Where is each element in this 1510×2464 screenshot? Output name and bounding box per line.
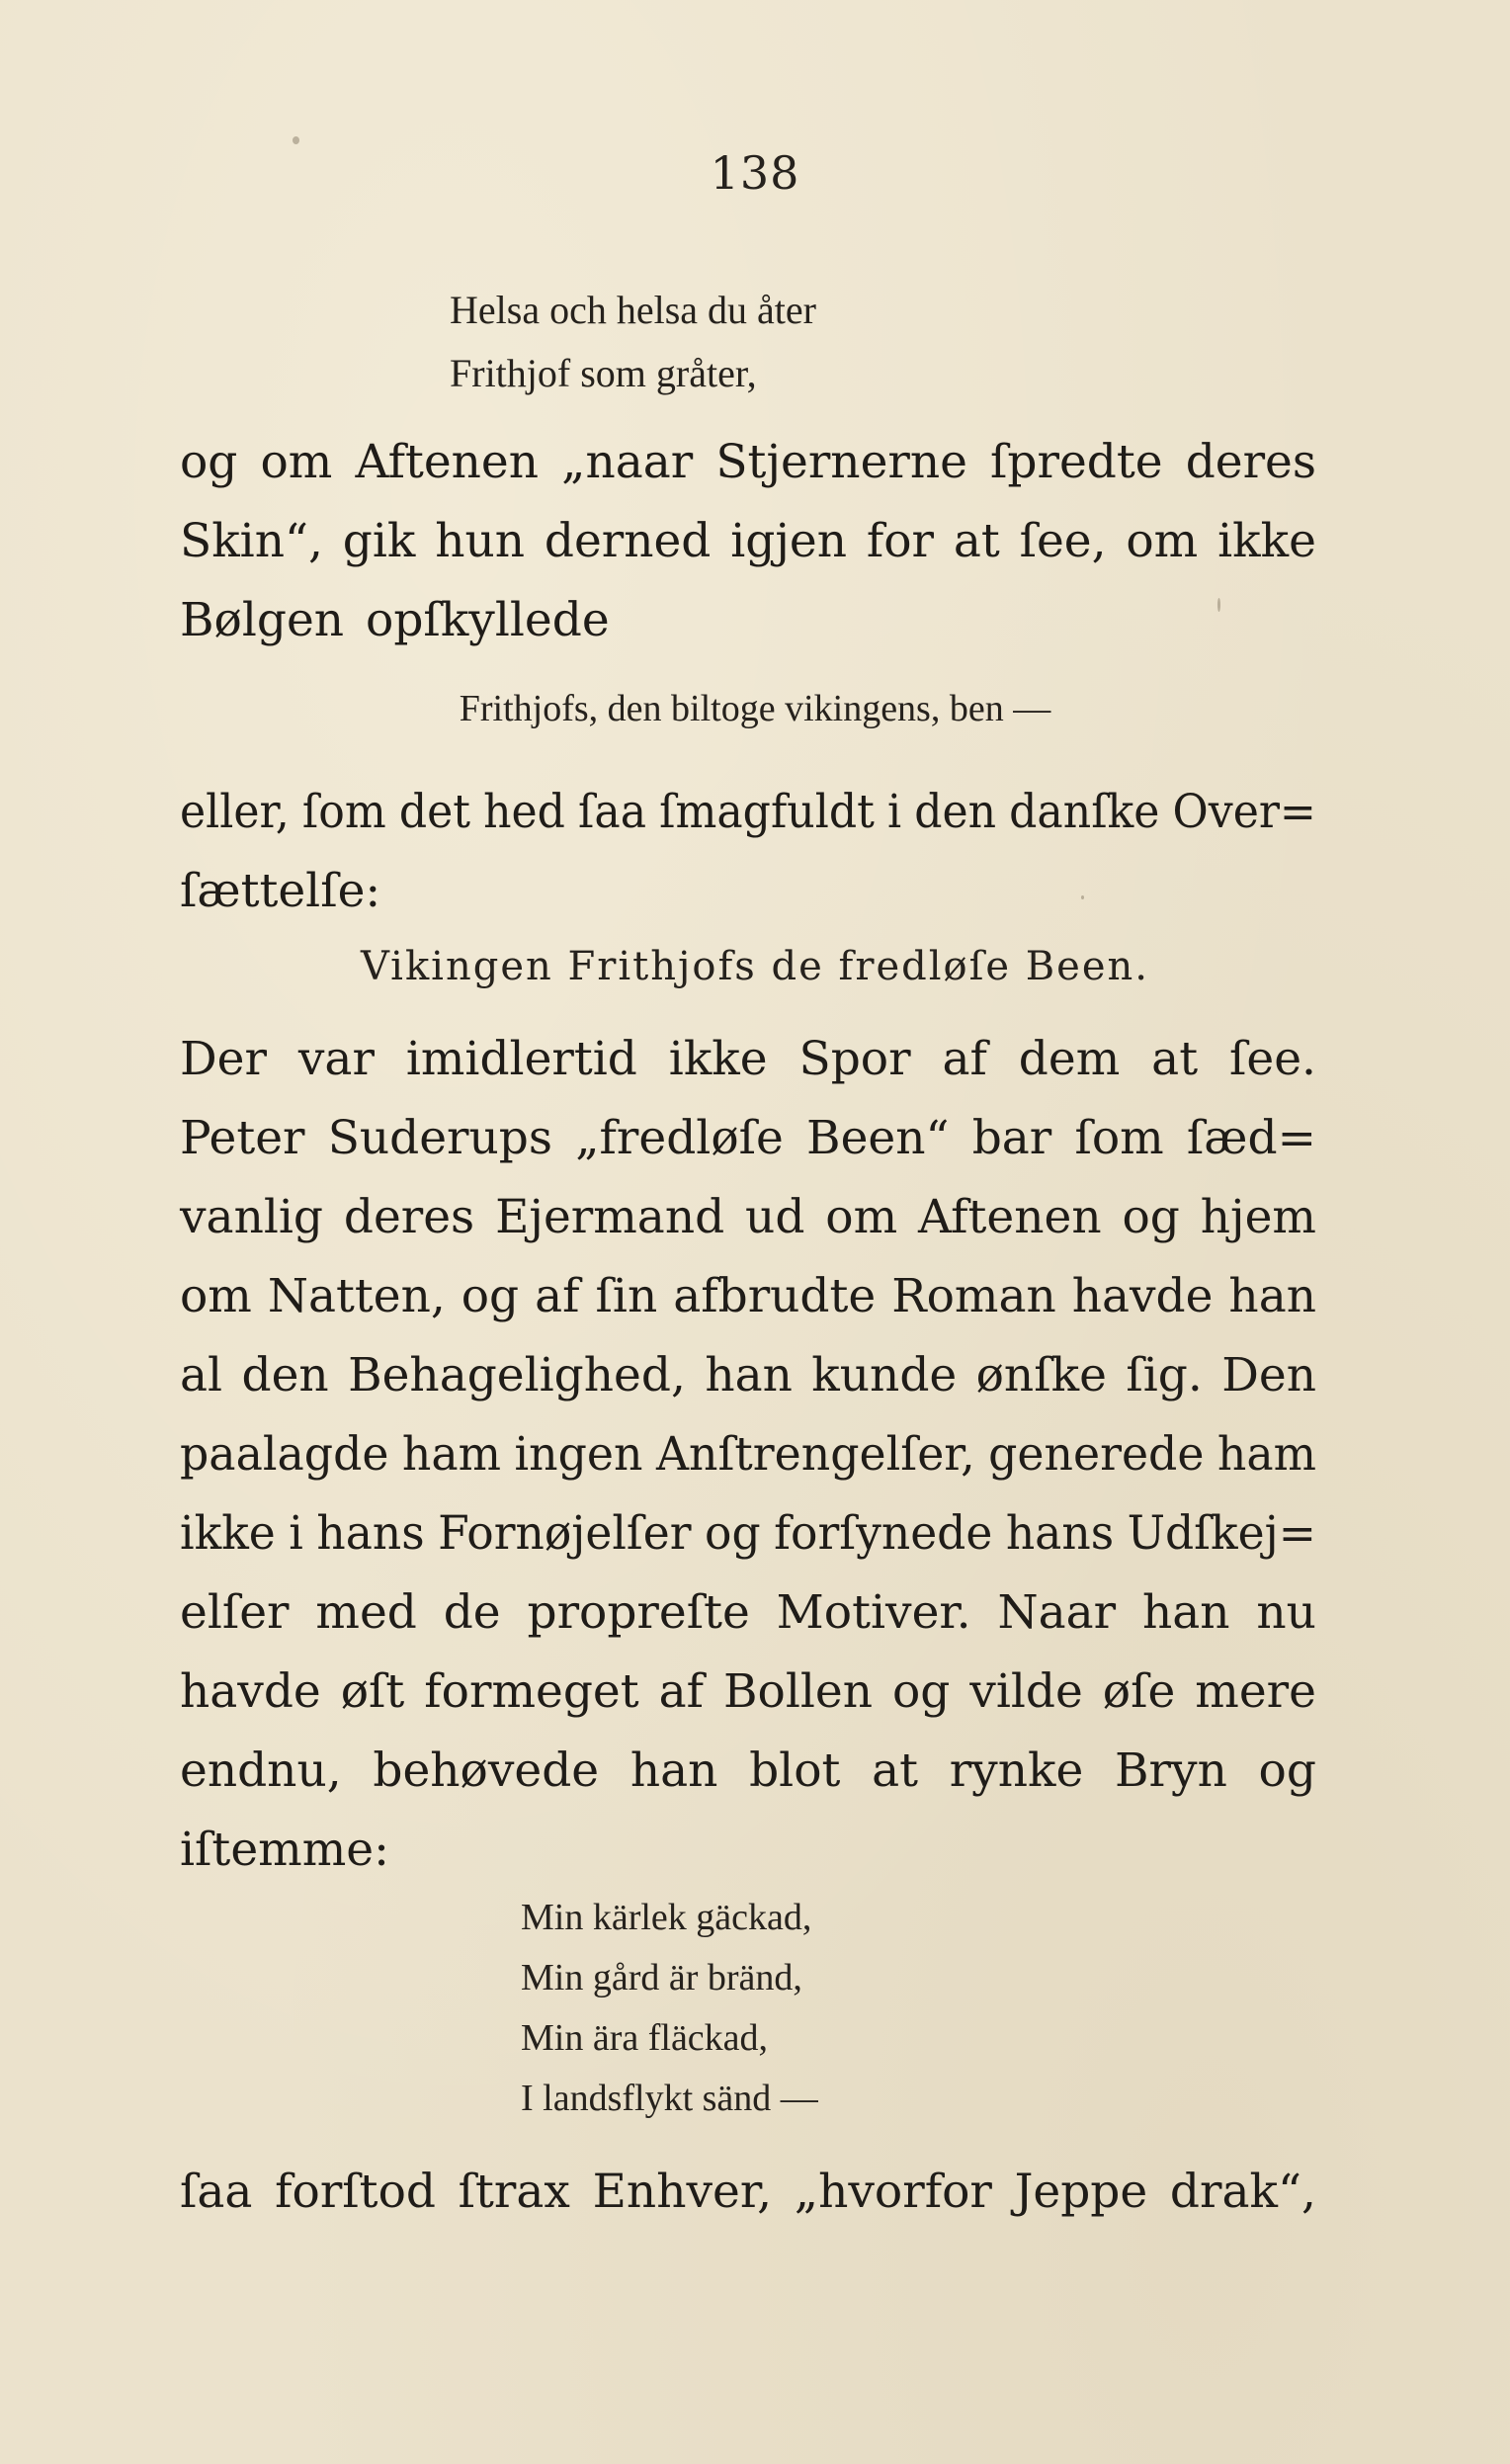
- word: og: [705, 1506, 761, 1561]
- text-line: [180, 1257, 1316, 1336]
- text-line: [180, 1415, 1316, 1494]
- word: Bollen: [722, 1664, 873, 1719]
- word: Motiver.: [776, 1585, 971, 1640]
- text-line: [180, 423, 1316, 502]
- verse-line: Helsa och helsa du åter: [450, 288, 816, 332]
- verse-line: Min ära fläckad,: [521, 2017, 769, 2059]
- word: at: [872, 1743, 919, 1798]
- word: i: [886, 785, 902, 839]
- word: drak“,: [1169, 2165, 1316, 2219]
- text-line: [180, 773, 1316, 852]
- word: mere: [1195, 1664, 1316, 1719]
- word: Spor: [798, 1032, 911, 1086]
- word: han: [1141, 1585, 1230, 1640]
- text-line: [180, 1020, 1316, 1099]
- word: bar: [971, 1111, 1052, 1165]
- swedish-verse-2: [521, 1888, 818, 2129]
- word: Aftenen: [918, 1190, 1102, 1244]
- word: havde: [180, 1664, 321, 1719]
- word: vilde: [969, 1664, 1083, 1719]
- word: „naar: [561, 435, 694, 489]
- paragraph-1: [180, 423, 1316, 660]
- word: ikke: [668, 1032, 768, 1086]
- word: ingen: [514, 1427, 643, 1482]
- word: ſættelſe:: [180, 864, 381, 918]
- text-line: [180, 1494, 1316, 1573]
- word: vanlig: [180, 1190, 323, 1244]
- paper-spot: [1081, 895, 1084, 899]
- word: Roman: [891, 1269, 1056, 1323]
- word: „hvorfor: [794, 2165, 992, 2219]
- word: ham: [1216, 1427, 1317, 1482]
- word: ſaa: [180, 2165, 253, 2219]
- word: Ejermand: [495, 1190, 725, 1244]
- word: at: [1151, 1032, 1199, 1086]
- word: Suderups: [327, 1111, 552, 1165]
- word: Bølgen: [180, 593, 345, 647]
- word: afbrudte: [673, 1269, 877, 1323]
- text-line: [180, 502, 1316, 581]
- word: Anſtrengelſer,: [655, 1427, 975, 1482]
- word: han: [629, 1743, 718, 1798]
- word: om: [180, 1269, 252, 1323]
- word: generede: [988, 1427, 1205, 1482]
- word: Jeppe: [1014, 2165, 1148, 2219]
- quoted-verse-line: Frithjofs, den biltoge vikingens, ben —: [459, 688, 1051, 729]
- word: hans: [316, 1506, 425, 1561]
- text-line: [180, 2153, 1316, 2232]
- word: „fredløſe: [575, 1111, 784, 1165]
- word: ſmagfuldt: [659, 785, 875, 839]
- word: øſe: [1102, 1664, 1176, 1719]
- word: dem: [1018, 1032, 1121, 1086]
- word: øſt: [340, 1664, 405, 1719]
- word: iſtemme:: [180, 1823, 389, 1877]
- word: al: [180, 1348, 223, 1402]
- word: Natten,: [267, 1269, 446, 1323]
- word: blot: [749, 1743, 841, 1798]
- text-line: [180, 581, 1316, 660]
- word: Fornøjelſer: [438, 1506, 692, 1561]
- word: formeget: [424, 1664, 639, 1719]
- word: derned: [544, 514, 712, 568]
- verse-line: Frithjof som gråter,: [450, 351, 757, 395]
- paper-spot: [1217, 598, 1220, 612]
- word: ønſke: [975, 1348, 1107, 1402]
- word: deres: [343, 1190, 475, 1244]
- word: og: [1258, 1743, 1316, 1798]
- word: propreſte: [527, 1585, 750, 1640]
- text-line: [180, 1099, 1316, 1178]
- word: nu: [1256, 1585, 1316, 1640]
- word: ſom: [1074, 1111, 1164, 1165]
- word: ikke: [1217, 514, 1316, 568]
- text-line: [180, 1336, 1316, 1415]
- word: ſee,: [1019, 514, 1107, 568]
- word: af: [535, 1269, 580, 1323]
- paragraph-3: [180, 1020, 1316, 1890]
- word: de: [443, 1585, 501, 1640]
- word: endnu,: [180, 1743, 342, 1798]
- word: ſtrax: [458, 2165, 570, 2219]
- text-line: [180, 1573, 1316, 1653]
- word: Naar: [997, 1585, 1117, 1640]
- word: om: [825, 1190, 898, 1244]
- word: Peter: [180, 1111, 305, 1165]
- word: for: [866, 514, 935, 568]
- word: ſin: [595, 1269, 658, 1323]
- word: ſee.: [1229, 1032, 1316, 1086]
- word: og: [461, 1269, 520, 1323]
- word: med: [315, 1585, 417, 1640]
- word: Udſkej=: [1127, 1506, 1316, 1561]
- word: ham: [401, 1427, 502, 1482]
- word: at: [953, 514, 1000, 568]
- verse-line: I landsflykt sänd —: [521, 2078, 818, 2119]
- word: af: [658, 1664, 705, 1719]
- word: om: [260, 435, 333, 489]
- paper-spot: [293, 136, 299, 144]
- word: elſer: [180, 1585, 290, 1640]
- word: den: [241, 1348, 329, 1402]
- word: hed: [483, 785, 565, 839]
- verse-line: Min kärlek gäckad,: [521, 1897, 812, 1938]
- word: af: [942, 1032, 987, 1086]
- word: hjem: [1200, 1190, 1316, 1244]
- word: det: [398, 785, 470, 839]
- word: forſynede: [774, 1506, 993, 1561]
- word: Enhver,: [592, 2165, 773, 2219]
- verse-line: Min gård är bränd,: [521, 1957, 802, 1998]
- word: paalagde: [180, 1427, 389, 1482]
- word: ſaa: [578, 785, 647, 839]
- word: Skin“,: [180, 514, 323, 568]
- word: opſkyllede: [366, 593, 610, 647]
- word: Bryn: [1115, 1743, 1227, 1798]
- word: igjen: [730, 514, 848, 568]
- word: Der: [180, 1032, 267, 1086]
- word: forſtod: [275, 2165, 436, 2219]
- paragraph-2: [180, 773, 1316, 931]
- word: ikke: [180, 1506, 276, 1561]
- word: eller,: [180, 785, 290, 839]
- word: rynke: [949, 1743, 1084, 1798]
- word: ſæd=: [1186, 1111, 1316, 1165]
- word: den: [914, 785, 997, 839]
- word: Aftenen: [355, 435, 540, 489]
- word: Been“: [806, 1111, 950, 1165]
- text-line: [180, 1653, 1316, 1732]
- word: Den: [1221, 1348, 1316, 1402]
- word: om: [1126, 514, 1199, 568]
- word: Over=: [1172, 785, 1316, 839]
- word: ſom: [301, 785, 386, 839]
- text-line: [180, 852, 1316, 931]
- word: hans: [1005, 1506, 1115, 1561]
- word: ſpredte: [990, 435, 1163, 489]
- word: hun: [435, 514, 526, 568]
- word: gik: [342, 514, 416, 568]
- word: Stjernerne: [715, 435, 967, 489]
- word: havde: [1071, 1269, 1214, 1323]
- text-line: [180, 1811, 1316, 1890]
- word: danſke: [1009, 785, 1160, 839]
- word: imidlertid: [405, 1032, 637, 1086]
- page-number: 138: [710, 146, 800, 200]
- word: og: [891, 1664, 951, 1719]
- swedish-verse-1: [450, 279, 816, 405]
- text-line: [180, 1732, 1316, 1811]
- word: i: [289, 1506, 303, 1561]
- word: ud: [745, 1190, 805, 1244]
- word: ſig.: [1126, 1348, 1203, 1402]
- word: han: [1228, 1269, 1316, 1323]
- word: Behagelighed,: [348, 1348, 686, 1402]
- paragraph-4: [180, 2153, 1316, 2232]
- word: han: [705, 1348, 793, 1402]
- word: og: [1122, 1190, 1180, 1244]
- word: kunde: [811, 1348, 958, 1402]
- word: var: [297, 1032, 375, 1086]
- word: deres: [1185, 435, 1316, 489]
- word: behøvede: [373, 1743, 600, 1798]
- word: og: [180, 435, 238, 489]
- text-line: [180, 1178, 1316, 1257]
- danish-translation-citation: Vikingen Frithjofs de fredløſe Been.: [360, 944, 1150, 989]
